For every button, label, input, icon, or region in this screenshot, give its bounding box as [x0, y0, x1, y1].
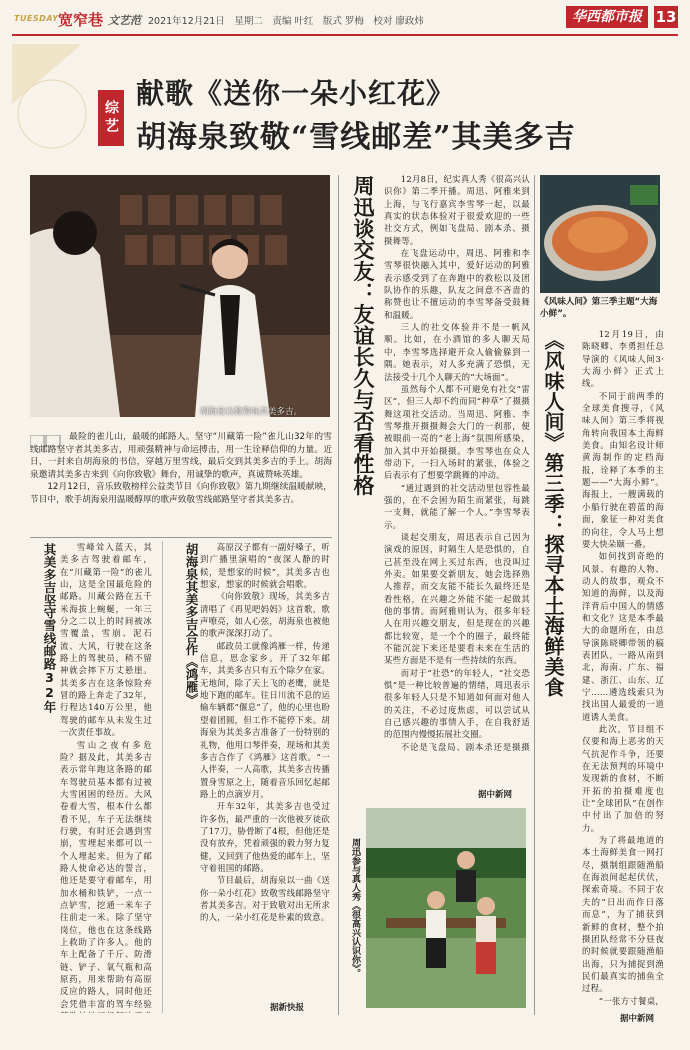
middle-paragraph: 12月8日，纪实真人秀《很高兴认识你》第二季开播。周迅、阿雅来到上海，与飞行嘉宾李雪琴一起，以最真实的状态体验对于很爱欢迎的一些社交方式，例如飞盘局、剧本杀、摄摄舞等。 — [384, 174, 530, 246]
column1-text — [60, 541, 152, 1013]
masthead — [0, 0, 690, 42]
right-paragraph: 不同于前两季的全球美食搜寻，《风味人间》第三季将视角转向我国本土海鲜美食。由知名设计师黄海制作的定档海报，诠释了本季的主题——“大海小鲜”。海报上，一艘满载的小船行驶在碧蓝的海面，象征一种对美食的向往，令人马上想要大快朵颐一番。 — [582, 390, 664, 549]
middle-text — [384, 173, 530, 751]
column2-paragraph: 《向你致敬》现场，其美多吉清唱了《再见吧妈妈》这首歌，歌声嘹亮，如人心弦，胡海泉也被他的歌声深深打动了。 — [200, 591, 330, 639]
concert-photo-caption: 胡海泉以歌赞咏其美多吉。 — [200, 407, 303, 417]
middle-paragraph: 虽然每个人都不可避免有社交“雷区”，但三人却不约而同“种草”了摄摄舞这项社交活动。当周迅、阿雅、李雪琴推开摄摄舞会大门的一刹那，便被眼前一亮的“老上海”氛围所感染，加入其中开始摄摄。李雪琴也在众人带动下，一扫入场时的紧张，体验之后表示有了想要学跳舞的冲动。 — [384, 383, 530, 481]
issue-meta: 2021年12月21日 星期二 责编 叶红 版式 罗梅 校对 廖政炜 — [148, 16, 424, 27]
middle-paragraph: 而对于“社恐”的年轻人，“社交恐惧”是一种比较普遍的情绪，周迅表示很多年轻人只是不知道如何面对他人的关注，不必过度焦虑，可以尝试从自己感兴趣的事情入手，在自我舒适的范围内慢慢拓展社交圈。 — [384, 667, 530, 740]
friends-photo — [366, 808, 526, 1008]
column2-paragraph: 节目最后，胡海泉以一曲《送你一朵小红花》致敬雪线邮路坚守者其美多吉。对于致敬对出无所求的人，一朵小红花是朴素的致意。 — [200, 875, 330, 923]
right-paragraph: 12月19日，由陈晓卿、李勇担任总导演的《风味人间3·大海小鲜》正式上线。 — [582, 329, 664, 389]
lead-paragraph: 12月12日，音乐致敬榜样公益类节目《向你致敬》第九期继续温暖献映，节目中，歌手胡海泉用温暖醇厚的歌声致敬雪线邮路坚守者其美多吉。 — [30, 482, 332, 505]
page-number: 13 — [655, 8, 677, 26]
right-credit: 据中新网 — [620, 1014, 655, 1024]
concert-illustration — [30, 175, 330, 417]
column1-heading: 其美多吉坚守雪线邮路32年 — [42, 543, 57, 714]
column2-paragraph: 开车32年，其美多吉也受过许多伤，最严重的一次他被歹徒砍了17刀，胁骨断了4根，但他还是没有放弃，凭着顽强的毅力努力复健，又回到了他热爱的邮车上，坚守着祖国的邮路。 — [200, 801, 330, 873]
column2-paragraph: 高原汉子都有一副好嗓子，听到广播里演唱的“夜深人静的时候，是想家的时候”，其美多吉也想家，想家的时候就会唱歌。 — [200, 542, 330, 590]
header-rule — [12, 34, 678, 36]
seafood-photo — [540, 175, 660, 293]
column-divider — [30, 537, 332, 538]
middle-credit: 据中新网 — [478, 790, 513, 800]
concert-photo — [30, 175, 330, 417]
right-paragraph: 此次，节目组不仅要和海上恶劣的天气抗泥作斗争，还要在无法预判的环境中发现新的食材，不断开拓的拍摄难度也让“全球团队”在创作中付出了加倍的努力。 — [582, 724, 664, 833]
seafood-illustration — [540, 175, 660, 293]
right-heading: 《风味人间》第三季：探寻本土海鲜美食 — [541, 330, 565, 698]
right-paragraph: 如何找到奇绝的风景、有趣的人物、动人的故事，观众不知道的海鲜，以及海洋背后中国人的情感和文化？这是本季最大的命题所在，由总导演陈晓卿带领的稿表团队，一路从南到北，海南、广东、福建、浙江、山东、辽宁……遴选线索只为找出国人最爱的一道道诱人美食。 — [582, 551, 664, 722]
column2-paragraph: 邮政员工就像鸿雁一样，传递信息，思念家乡。开了32年邮车，其美多吉只有五个除夕在家。无地间，除了天上飞的老鹰，就是地下跑的邮车。往日川流不息的运输车辆都“偃息”了，他的心里也盼望着团圆，但工作不能停下来。胡海泉为其美多吉准备了一份特别的礼物，他用口琴伴奏，现场和其美多吉合作了《鸿雁》这首歌。“一人伴奏，一人高歌，其美多吉传播置身雪原之上，随着音乐回忆起邮路上的点滴岁月。 — [200, 640, 330, 799]
column2-credit: 据新快报 — [270, 1003, 305, 1013]
right-paragraph: 为了将最地道的本土海鲜美食一网打尽，摄制组跟随渔船在海浪间起起伏伏，探索奇境。不同于农夫的“日出而作日落而息”，为了捕获到新鲜的食材，整个拍摄团队经常不分昼夜的时候就要跟随渔船出海，只为捕捉到渔民们最真实的捕鱼全过程。 — [582, 835, 664, 994]
middle-heading: 周迅谈交友：友谊长久与否看性格 — [351, 175, 376, 496]
right-text — [582, 328, 664, 1008]
seafood-photo-caption: 《风味人间》第三季主题“大海小鲜”。 — [540, 297, 658, 319]
column-divider — [534, 175, 535, 1015]
middle-paragraph: 谈起交朋友，周迅表示自己因为演戏的原因，时隔生人是恐惧的，自己甚至没在网上买过东西，也没叫过外卖。如果要交新朋友，她会选择熟人推荐，而交友能不能长久最终还是看性格，在兴趣之外能不能一起做其他的事情。而阿雅则认为，很多年轻人在用兴趣交朋友，但是现在的兴趣都比较宽，是一个个的圈子，最终能不能沉淀下来还是要看未来在生活的某些方面是不是有一些持续的东西。 — [384, 531, 530, 666]
category-tag: 综艺 — [98, 90, 124, 146]
friends-illustration — [366, 808, 526, 1008]
column1-paragraph: 雪峰耸入蓝天，其美多吉驾驶着邮车，在“川藏第一险”的雀儿山，这是全国最危险的邮路。川藏公路在五千米海拔上蜿蜒，一年三分之二以上的时间被冰雪覆盖，雪崩、泥石流、大风，行驶在这条路上的驾驶员，稍不留神就会摔下万丈悬崖。其美多吉在这条惊险弃冒的路上奔走了32年，行程达140万公里，他驾驶的邮车从未发生过一次责任事故。 — [60, 542, 152, 738]
column-divider — [338, 175, 339, 1015]
section-subtitle: 文艺范 — [108, 14, 141, 27]
lead-text — [30, 431, 332, 533]
headline-secondary: 胡海泉致敬“雪线邮差”其美多吉 — [136, 120, 576, 155]
column1-paragraph: 雪山之夜有多危险？据及此，其美多吉表示常年跑这条路的邮车驾驶员基本都有过被大雪困困的经历。大风卷着大雪，根本什么都看不见，车子无法继续行驶，有时还会遇到雪崩，雪埋起来都可以一个人埋起来。但为了邮路人使命必达的誓言，他还是要守着邮车，用加水桶和铁铲，一点一点铲雪，挖通一米车子往前走一米。除了坚守岗位，他也在这条线路上救助了许多人。他的车上配备了千斤、防滑链、铲子、氧气瓶和高原药，用来帮助有高原反应的路人，同时他还会凭借丰富的驾车经验 — [60, 739, 152, 1009]
lead-paragraph: 最险的雀儿山，最暖的邮路人。坚守“川藏第一险”雀儿山32年的雪线邮路坚守者其美多吉，用顽强精神与命运搏击，用一生诠释信仰的力量。近日，一封来自胡海泉的书信，穿越万里雪线，最后交到其美多吉的手上。胡海泉邀请其美多吉来到《向你致敬》舞台，用诚挚的歌声，真诚赞咏英雄。 — [30, 432, 332, 480]
column-divider — [162, 541, 163, 1013]
middle-paragraph: 不论是飞盘局、剧本杀还是摄摄 — [400, 741, 530, 751]
edition-day-logo: TUESDAY — [14, 14, 59, 23]
middle-paragraph: 三人的社交体验并不是一帆风顺。比如，在小酒馆的多人聊天局中，李雪琴选择避开众人偷偷躲到一隅。她表示，对人多充满了恐惧，无法接受十几个人聊天的“大场面”。 — [384, 322, 530, 382]
banner — [12, 44, 678, 160]
column2-heading: 胡海泉其美多吉合作《鸿雁》 — [184, 543, 199, 706]
friends-photo-caption: 周迅参与真人秀《很高兴认识你》。 — [350, 838, 360, 978]
paper-name-logo: 华西都市报 — [566, 6, 648, 28]
middle-paragraph: “通过遇到的社交活动里包容性最强的，在不会困为陌生而紧张，每跳一支舞，就能了解一个人。”李雪琴表示。 — [384, 482, 530, 530]
section-title: 宽窄巷 — [58, 11, 104, 29]
right-paragraph: “一张方寸餐桌， — [598, 995, 664, 1006]
middle-paragraph: 在飞盘运动中，周迅、阿雅和李雪琴很快融入其中，爱好运动的阿雅表示感受到了在奔跑中的救松以及团队协作的乐趣，队友之间意不吝啬的称赞也让不擅运动的李雪琴备受鼓舞和温暖。 — [384, 248, 530, 320]
column2-text — [200, 541, 330, 999]
headline-primary: 献歌《送你一朵小红花》 — [136, 77, 456, 110]
